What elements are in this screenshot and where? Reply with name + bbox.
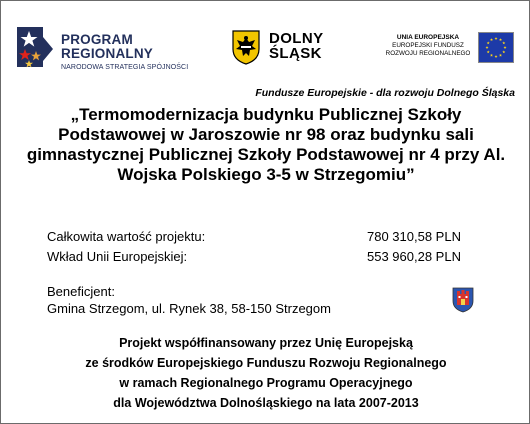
eu-logo — [382, 27, 520, 69]
program-regionalny-logo — [15, 21, 205, 81]
eu-flag-star — [494, 55, 497, 58]
eu-logo-line1: UNIA EUROPEJSKA — [396, 34, 460, 41]
eu-flag-star — [503, 46, 506, 49]
eu-contribution-label: Wkład Unii Europejskiej: — [47, 249, 188, 264]
eu-flag-icon — [478, 32, 514, 63]
eu-flag-star — [487, 41, 490, 44]
eagle-shield-icon — [231, 29, 261, 65]
cofinancing-line2: ze środków Europejskiego Funduszu Rozwoju Regionalnego — [85, 356, 447, 370]
dolny-slask-logo — [231, 29, 341, 69]
eu-flag-star — [499, 38, 502, 41]
eu-logo-line3: ROZWOJU REGIONALNEGO — [385, 50, 471, 57]
dolny-logo-line2: ŚLĄSK — [269, 45, 322, 62]
eu-flag-star — [502, 50, 505, 53]
beneficiary-value: Gmina Strzegom, ul. Rynek 38, 58-150 Strzegom — [47, 301, 331, 316]
eu-flag-star — [490, 38, 493, 41]
eu-flag-star — [499, 54, 502, 57]
beneficiary-label: Beneficjent: — [47, 284, 115, 299]
program-regionalny-stars-icon — [15, 23, 57, 75]
eu-flag-star — [487, 50, 490, 53]
eu-flag-star — [485, 46, 488, 49]
eu-flag-star — [494, 37, 497, 40]
project-title: „Termomodernizacja budynku Publicznej Szkoły Podstawowej w Jaroszowie nr 98 oraz budynku sali gimnastycznej Publicznej Szkoły Podstawowej nr 4 przy Al. Wojska Polskiego 3-5 w Strzegomiu” — [26, 105, 506, 184]
program-logo-line1: PROGRAM — [61, 32, 133, 47]
cofinancing-line4: dla Województwa Dolnośląskiego na lata 2007-2013 — [113, 396, 419, 410]
eu-contribution-amount: 553 960,28 PLN — [367, 249, 461, 264]
eu-flag-star — [490, 54, 493, 57]
total-value-label: Całkowita wartość projektu: — [47, 229, 206, 244]
cofinancing-note — [21, 333, 511, 413]
dolny-logo-line1: DOLNY — [269, 30, 324, 47]
total-value-amount: 780 310,58 PLN — [367, 229, 461, 244]
slogan: Fundusze Europejskie - dla rozwoju Dolnego Śląska — [255, 87, 515, 99]
eu-logo-line2: EUROPEJSKI FUNDUSZ — [392, 42, 464, 49]
program-logo-line2: REGIONALNY — [61, 46, 154, 61]
cofinancing-line3: w ramach Regionalnego Programu Operacyjnego — [119, 376, 413, 390]
program-logo-line3: NARODOWA STRATEGIA SPÓJNOŚCI — [61, 64, 189, 71]
strzegom-coat-of-arms-icon — [452, 287, 474, 313]
eu-flag-star — [502, 41, 505, 44]
cofinancing-line1: Projekt współfinansowany przez Unię Europejską — [119, 336, 413, 350]
